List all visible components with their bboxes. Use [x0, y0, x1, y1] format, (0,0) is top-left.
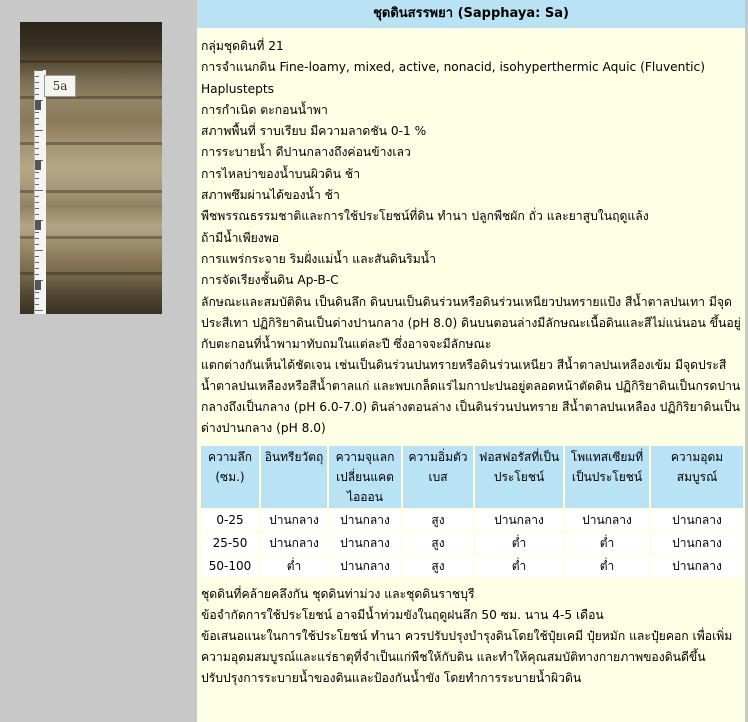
ruler-tick [35, 232, 39, 233]
limitations: ข้อจำกัดการใช้ประโยชน์ อาจมีน้ำท่วมขังในฤดูฝนลึก 50 ซม. นาน 4-5 เดือน [201, 607, 604, 622]
cell-cec: ปานกลาง [329, 556, 401, 577]
classification: การจำแนกดิน Fine-loamy, mixed, active, nonacid, isohyperthermic Aquic (Fluventic) Haplustepts [201, 60, 706, 96]
recommendations: ข้อเสนอแนะในการใช้ประโยชน์ ทำนา ควรปรับปรุงบำรุงดินโดยใช้ปุ๋ยเคมี ปุ๋ยหมัก และปุ๋ยคอก เพื่อเพิ่มความอุดมสมบูรณ์และแร่ธาตุที่จำเป็นแก่พืชให้กับดิน และทำให้คุณสมบัติทางกายภาพของดินดีขึ้น ปรับปรุงการระบายน้ำของดินและป้องกันน้ำขัง โดยทำการระบายน้ำผิวดิน [201, 629, 733, 686]
cell-base-saturation: สูง [403, 556, 473, 577]
cell-phosphorus: ต่ำ [475, 533, 563, 554]
cell-potassium: ต่ำ [565, 533, 649, 554]
vegetation-landuse: พืชพรรณธรรมชาติและการใช้ประโยชน์ที่ดิน ทำนา ปลูกพืชผัก ถั่ว และยาสูบในฤดูแล้ง [201, 209, 649, 224]
cell-base-saturation: สูง [403, 510, 473, 531]
ruler-tick [35, 76, 39, 77]
main-content [197, 0, 745, 722]
profile-tag: 5a [44, 75, 76, 97]
soil-description [197, 28, 745, 689]
cell-organic-matter: ปานกลาง [261, 533, 327, 554]
cell-organic-matter: ต่ำ [261, 556, 327, 577]
table-row [201, 556, 743, 577]
cell-depth: 50-100 [201, 556, 259, 577]
ruler-mark [35, 280, 41, 290]
ruler-tick [35, 262, 39, 263]
cell-phosphorus: ปานกลาง [475, 510, 563, 531]
ruler-tick [35, 238, 39, 239]
ruler-tick [35, 190, 43, 191]
horizon-sequence: การจัดเรียงชั้นดิน Ap-B-C [201, 273, 339, 288]
ruler-mark [35, 220, 41, 230]
ruler-tick [35, 184, 39, 185]
ruler-tick [35, 310, 43, 311]
runoff: การไหลบ่าของน้ำบนผิวดิน ช้า [201, 166, 361, 181]
page-title: ชุดดินสรรพยา (Sapphaya: Sa) [197, 0, 745, 28]
ruler-tick [35, 292, 39, 293]
ruler-tick [35, 214, 39, 215]
ruler-tick [35, 118, 39, 119]
ruler-tick [35, 244, 39, 245]
cell-organic-matter: ปานกลาง [261, 510, 327, 531]
cell-depth: 0-25 [201, 510, 259, 531]
cell-cec: ปานกลาง [329, 533, 401, 554]
ruler-tick [35, 130, 43, 131]
ruler-tick [35, 250, 43, 251]
ruler-tick [35, 154, 39, 155]
ruler-tick [35, 88, 39, 89]
ruler-tick [35, 268, 39, 269]
col-fertility: ความอุดมสมบูรณ์ [651, 446, 743, 508]
cell-potassium: ต่ำ [565, 556, 649, 577]
ruler-tick [35, 304, 39, 305]
soil-profile-photo [20, 22, 162, 314]
ruler-tick [35, 298, 39, 299]
vegetation-landuse-cont: ถ้ามีน้ำเพียงพอ [201, 230, 280, 245]
table-header-row [201, 446, 743, 508]
ruler-tick [35, 148, 39, 149]
ruler-tick [35, 202, 39, 203]
table-row [201, 533, 743, 554]
measuring-ruler [34, 70, 46, 314]
distribution: การแพร่กระจาย ริมฝั่งแม่น้ำ และสันดินริมน้ำ [201, 251, 436, 266]
terrain: สภาพพื้นที่ ราบเรียบ มีความลาดชัน 0-1 % [201, 124, 427, 139]
ruler-tick [35, 124, 39, 125]
col-phosphorus: ฟอสฟอรัสที่เป็นประโยชน์ [475, 446, 563, 508]
cell-depth: 25-50 [201, 533, 259, 554]
col-organic-matter: อินทรียวัตถุ [261, 446, 327, 508]
ruler-mark [35, 160, 41, 170]
cell-phosphorus: ต่ำ [475, 556, 563, 577]
cell-fertility: ปานกลาง [651, 510, 743, 531]
ruler-tick [35, 196, 39, 197]
similar-soils: ชุดดินที่คล้ายคลึงกัน ชุดดินท่าม่วง และชุดดินราชบุรี [201, 586, 475, 601]
soil-characteristics-cont: แตกต่างกันเห็นได้ชัดเจน เช่นเป็นดินร่วนปนทรายหรือดินร่วนเหนียว สีน้ำตาลปนเหลืองเข้ม มีจุดประสีน้ำตาลปนเหลืองหรือสีน้ำตาลแก่ และพบเกล็ดแร่ไมกาปะปนอยู่ตลอดหน้าตัดดิน ปฏิกิริยาดินเป็นกรดปานกลางถึงเป็นกลาง (pH 6.0-7.0) ดินล่างตอนล่าง เป็นดินร่วนปนทราย สีน้ำตาลปนเหลือง ปฏิกิริยาดินเป็นด่างปานกลาง (pH 8.0) [201, 357, 741, 435]
ruler-tick [35, 256, 39, 257]
ruler-tick [35, 274, 39, 275]
cell-cec: ปานกลาง [329, 510, 401, 531]
ruler-tick [35, 112, 39, 113]
origin: การกำเนิด ตะกอนน้ำพา [201, 102, 328, 117]
soil-group: กลุ่มชุดดินที่ 21 [201, 39, 284, 53]
soil-characteristics: ลักษณะและสมบัติดิน เป็นดินลึก ดินบนเป็นดินร่วนหรือดินร่วนเหนียวปนทรายแป้ง สีน้ำตาลปนเทา มีจุดประสีเทา ปฏิกิริยาดินเป็นด่างปานกลาง (pH 8.0) ดินบนตอนล่างมีลักษณะเนื้อดินและสีไม่แน่นอน ขึ้นอยู่กับตะกอนที่น้ำพามาทับถมในแต่ละปี ซึ่งอาจจะมีลักษณะ [201, 294, 741, 351]
cell-fertility: ปานกลาง [651, 533, 743, 554]
drainage: การระบายน้ำ ดีปานกลางถึงค่อนข้างเลว [201, 145, 411, 160]
ruler-tick [35, 178, 39, 179]
ruler-tick [35, 136, 39, 137]
col-base-saturation: ความอิ่มตัวเบส [403, 446, 473, 508]
ruler-mark [35, 100, 41, 110]
cell-potassium: ปานกลาง [565, 510, 649, 531]
left-panel [0, 0, 183, 722]
col-depth: ความลึก (ซม.) [201, 446, 259, 508]
ruler-tick [35, 82, 39, 83]
ruler-tick [35, 142, 39, 143]
ruler-tick [35, 70, 43, 71]
ruler-tick [35, 172, 39, 173]
ruler-tick [35, 94, 39, 95]
fertility-table [199, 444, 745, 579]
permeability: สภาพซึมผ่านได้ของน้ำ ช้า [201, 188, 340, 203]
col-potassium: โพแทสเซียมที่เป็นประโยชน์ [565, 446, 649, 508]
cell-fertility: ปานกลาง [651, 556, 743, 577]
cell-base-saturation: สูง [403, 533, 473, 554]
col-cec: ความจุแลกเปลี่ยนแคตไอออน [329, 446, 401, 508]
ruler-tick [35, 208, 39, 209]
table-row [201, 510, 743, 531]
